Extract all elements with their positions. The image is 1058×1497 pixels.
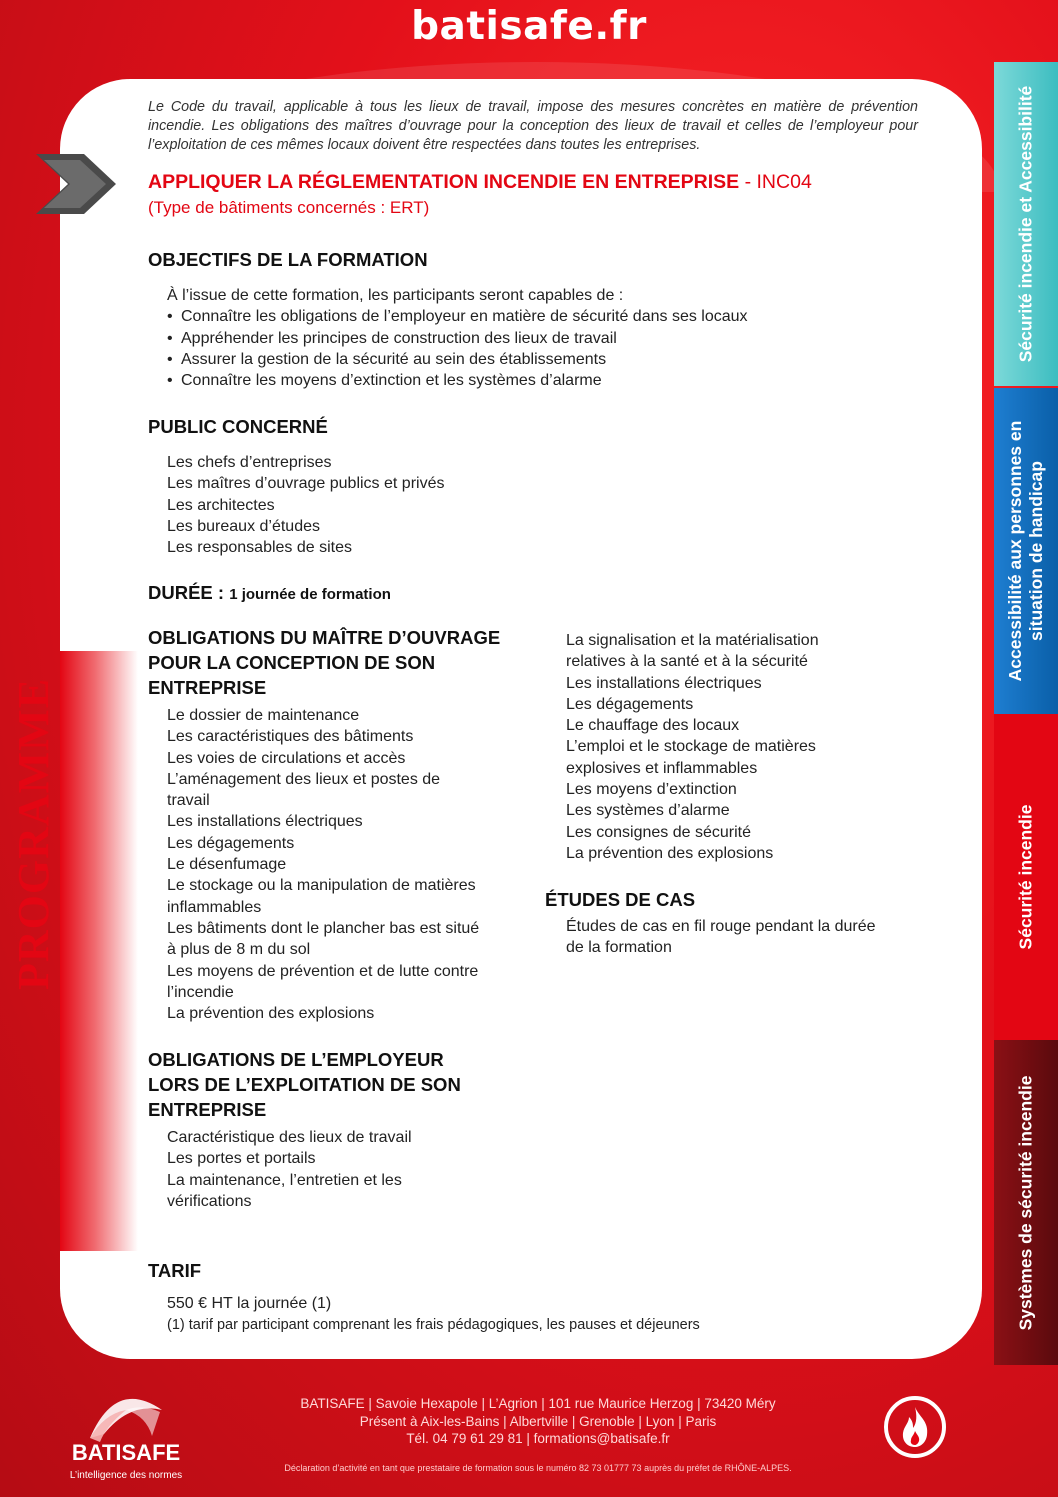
- list-item: La signalisation et la matérialisation: [566, 632, 819, 649]
- list-item: Les bureaux d’études: [167, 517, 320, 535]
- intro-paragraph: Le Code du travail, applicable à tous les lieux de travail, impose des mesures concrètes en matière de prévention incendie. Les obligations des maîtres d’ouvrage pour la conception des lieux de travail et celles de l’employeur pour l’exploitation de ces mêmes locaux doivent être respectées dans toutes les entreprises.: [148, 99, 918, 153]
- list-item: Les systèmes d’alarme: [566, 802, 730, 820]
- list-item: Les portes et portails: [167, 1150, 316, 1168]
- list-item: Les voies de circulations et accès: [167, 749, 406, 767]
- list-item: • Connaître les obligations de l’employeur en matière de sécurité dans ses locaux: [167, 306, 748, 327]
- ouvrage-list: [167, 705, 479, 1024]
- list-item: Les moyens d’extinction: [566, 781, 737, 799]
- duree-label: DURÉE :: [148, 582, 230, 603]
- list-item: Caractéristique des lieux de travail: [167, 1129, 412, 1146]
- list-item: Les dégagements: [566, 695, 694, 713]
- chevron-right-icon: [34, 152, 118, 216]
- list-item: Études de cas en fil rouge pendant la durée: [566, 918, 876, 935]
- duree-value: 1 journée de formation: [229, 586, 391, 603]
- list-item: • Appréhender les principes de construction des lieux de travail: [167, 328, 748, 349]
- duree: [148, 580, 391, 607]
- footer-declaration: Déclaration d’activité en tant que prestataire de formation sous le numéro 82 73 01777 73 auprès du préfet de RHÔNE-ALPES.: [284, 1463, 792, 1473]
- list-item: à plus de 8 m du sol: [167, 941, 311, 959]
- training-title: [148, 171, 908, 194]
- training-title-text: APPLIQUER LA RÉGLEMENTATION INCENDIE EN ENTREPRISE: [148, 171, 740, 193]
- list-item: Les moyens de prévention et de lutte contre: [167, 962, 479, 980]
- tab-securite-incendie-accessibilite[interactable]: [994, 62, 1058, 386]
- list-item: La prévention des explosions: [167, 1005, 375, 1023]
- list-item: Le désenfumage: [167, 856, 287, 874]
- list-item: Les chefs d’entreprises: [167, 454, 332, 471]
- list-item: • Assurer la gestion de la sécurité au sein des établissements: [167, 349, 748, 370]
- objectifs-heading: OBJECTIFS DE LA FORMATION: [148, 249, 428, 270]
- list-item: de la formation: [566, 939, 672, 957]
- footer-contact: [200, 1395, 876, 1448]
- employeur-list: [167, 1127, 412, 1212]
- list-item: La maintenance, l’entretien et les: [167, 1171, 402, 1189]
- list-item: • Connaître les moyens d’extinction et les systèmes d’alarme: [167, 370, 748, 391]
- list-item: Les maîtres d’ouvrage publics et privés: [167, 475, 445, 493]
- list-item: L’aménagement des lieux et postes de: [167, 770, 441, 788]
- footer-address: BATISAFE | Savoie Hexapole | L’Agrion | 101 rue Maurice Herzog | 73420 Méry: [300, 1396, 776, 1411]
- list-item: Les dégagements: [167, 834, 295, 852]
- public-list: [167, 452, 444, 558]
- training-code: - INC04: [739, 171, 812, 193]
- employeur-heading: OBLIGATIONS DE L’EMPLOYEUR LORS DE L’EXPLOITATION DE SON ENTREPRISE: [148, 1049, 461, 1120]
- tab-label: Systèmes de sécurité incendie: [1015, 1075, 1036, 1330]
- tarif-heading: TARIF: [148, 1260, 202, 1281]
- objectifs-intro: À l’issue de cette formation, les participants seront capables de :: [167, 287, 624, 304]
- logo-name: BATISAFE: [71, 1440, 181, 1465]
- list-item: L’emploi et le stockage de matières: [566, 738, 816, 756]
- footer-locations: Présent à Aix-les-Bains | Albertville | Grenoble | Lyon | Paris: [359, 1413, 717, 1429]
- list-item: explosives et inflammables: [566, 759, 758, 777]
- list-item: Les responsables de sites: [167, 539, 352, 557]
- list-item: Les consignes de sécurité: [566, 823, 751, 841]
- programme-band: [60, 651, 138, 1251]
- etudes-heading: ÉTUDES DE CAS: [545, 889, 696, 910]
- logo-tagline: L’intelligence des normes: [69, 1470, 183, 1481]
- list-item: vérifications: [167, 1192, 252, 1210]
- list-item: Les bâtiments dont le plancher bas est situé: [167, 919, 480, 937]
- fire-icon: [883, 1395, 947, 1459]
- list-item: Le chauffage des locaux: [566, 717, 740, 735]
- list-item: inflammables: [167, 898, 262, 916]
- list-item: Les caractéristiques des bâtiments: [167, 728, 414, 746]
- list-item: Les installations électriques: [167, 813, 363, 831]
- programme-label: PROGRAMME: [9, 677, 58, 990]
- list-item: travail: [167, 792, 210, 810]
- public-heading: PUBLIC CONCERNÉ: [148, 416, 328, 437]
- tab-accessibilite-handicap[interactable]: [994, 388, 1058, 714]
- etudes-list: [566, 916, 876, 959]
- footer-phone-email[interactable]: Tél. 04 79 61 29 81 | formations@batisafe.fr: [406, 1431, 670, 1446]
- list-item: relatives à la santé et à la sécurité: [566, 653, 808, 671]
- tab-label: Sécurité incendie et Accessibilité: [1015, 85, 1036, 363]
- list-item: Les architectes: [167, 496, 275, 514]
- list-item: Le stockage ou la manipulation de matières: [167, 877, 476, 895]
- tarif-price: 550 € HT la journée (1): [167, 1295, 332, 1312]
- site-title[interactable]: batisafe.fr: [411, 4, 647, 49]
- tarif-note: (1) tarif par participant comprenant les frais pédagogiques, les pauses et déjeuners: [167, 1317, 700, 1333]
- list-item: Le dossier de maintenance: [167, 707, 360, 724]
- tab-label: Accessibilité aux personnes en situation de handicap: [1005, 420, 1046, 682]
- tab-securite-incendie[interactable]: [994, 714, 1058, 1040]
- right-column-list: [566, 630, 819, 864]
- list-item: Les installations électriques: [566, 674, 762, 692]
- list-item: La prévention des explosions: [566, 844, 774, 862]
- list-item: l’incendie: [167, 983, 234, 1001]
- training-subtitle: (Type de bâtiments concernés : ERT): [148, 198, 430, 217]
- ouvrage-heading: OBLIGATIONS DU MAÎTRE D’OUVRAGE POUR LA CONCEPTION DE SON ENTREPRISE: [148, 627, 501, 698]
- tab-systemes-securite-incendie[interactable]: [994, 1040, 1058, 1365]
- objectifs-body: [167, 285, 748, 391]
- tab-label: Sécurité incendie: [1015, 804, 1036, 950]
